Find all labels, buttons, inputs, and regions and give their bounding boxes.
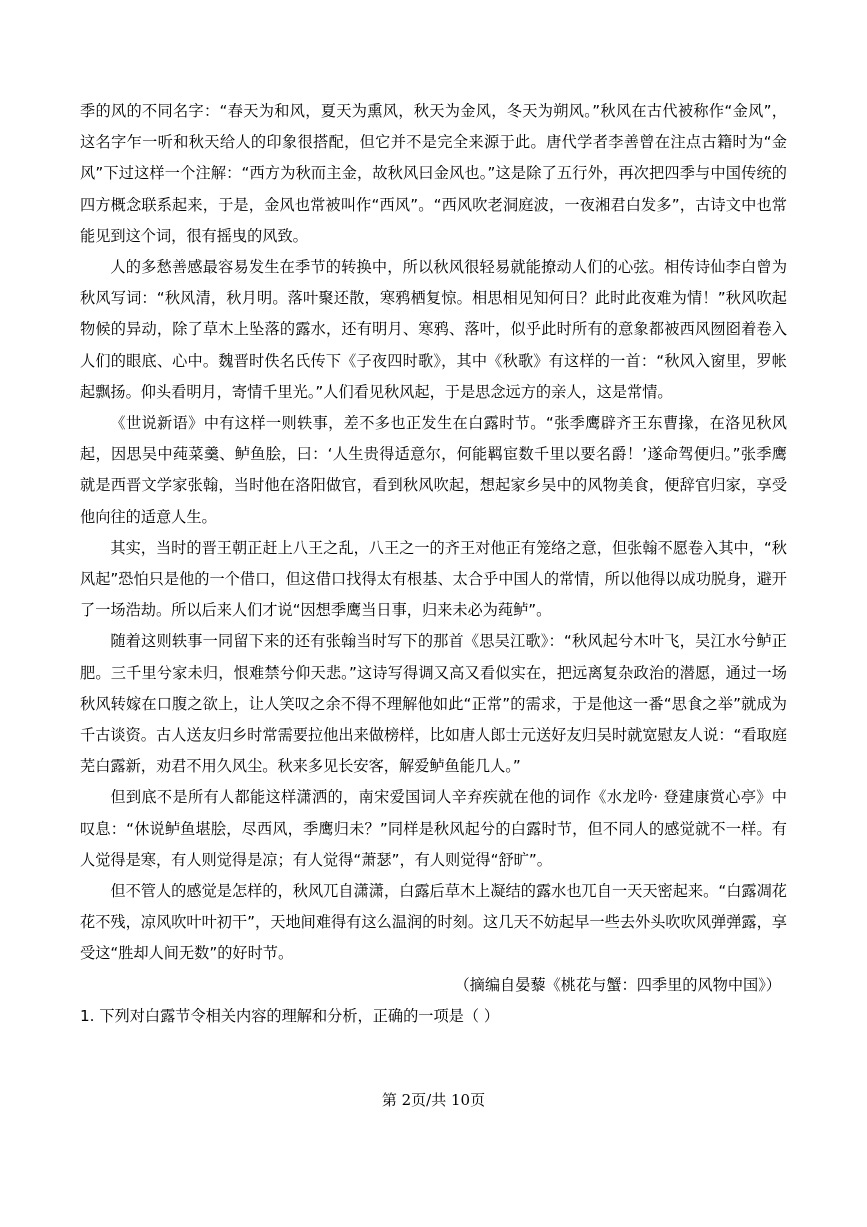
paragraph-3: 《世说新语》中有这样一则轶事，差不多也正发生在白露时节。“张季鹰辟齐王东曹掾，在洛见秋风起，因思吴中莼菜羹、鲈鱼脍，曰：‘人生贵得适意尔，何能羁宦数千里以要名爵！’遂命驾便归。”张季鹰就是西晋文学家张翰，当时他在洛阳做官，看到秋风吹起，想起家乡吴中的风物美食，便辞官归家，享受他向往的适意人生。 xyxy=(80,414,787,526)
paragraph-6: 但到底不是所有人都能这样潇洒的，南宋爱国词人辛弃疾就在他的词作《水龙吟· 登建康赏心亭》中叹息：“休说鲈鱼堪脍，尽西风，季鹰归未？”同样是秋风起兮的白露时节，但不同人的感觉就不一样。有人觉得是寒，有人则觉得是凉；有人觉得“萧瑟”，有人则觉得“舒旷”。 xyxy=(80,788,787,869)
paragraph-5: 随着这则轶事一同留下来的还有张翰当时写下的那首《思吴江歌》：“秋风起兮木叶飞，吴江水兮鲈正肥。三千里兮家未归，恨难禁兮仰天悲。”这诗写得调又高又看似实在，把远离复杂政治的潜愿，通过一场秋风转嫁在口腹之欲上，让人笑叹之余不得不理解他如此“正常”的需求，于是他这一番“思食之举”就成为千古谈资。古人送友归乡时常需要拉他出来做榜样，比如唐人郎士元送好友归吴时就宽慰友人说：“看取庭芜白露新，劝君不用久风尘。秋来多见长安客，解爱鲈鱼能几人。” xyxy=(80,632,787,776)
page-number: 第 2页/共 10页 xyxy=(381,1091,486,1109)
question-1: 1. 下列对白露节令相关内容的理解和分析，正确的一项是（ ） xyxy=(80,1006,500,1025)
paragraph-4: 其实，当时的晋王朝正赶上八王之乱，八王之一的齐王对他正有笼络之意，但张翰不愿卷入其中，“秋风起”恐怕只是他的一个借口，但这借口找得太有根基、太合乎中国人的常情，所以他得以成功脱身，避开了一场浩劫。所以后来人们才说“因想季鹰当日事，归来未必为莼鲈”。 xyxy=(80,538,787,620)
article-body xyxy=(80,96,787,1032)
paragraph-2: 人的多愁善感最容易发生在季节的转换中，所以秋风很轻易就能撩动人们的心弦。相传诗仙李白曾为秋风写词：“秋风清，秋月明。落叶聚还散，寒鸦栖复惊。相思相见知何日？此时此夜难为情！”秋风吹起物候的异动，除了草木上坠落的露水，还有明月、寒鸦、落叶，似乎此时所有的意象都被西风囫囵着卷入人们的眼底、心中。魏晋时佚名氏传下《子夜四时歌》，其中《秋歌》有这样的一首：“秋风入窗里，罗帐起飘扬。仰头看明月，寄情千里光。”人们看见秋风起，于是思念远方的亲人，这是常情。 xyxy=(80,258,787,401)
paragraph-1: 季的风的不同名字：“春天为和风，夏天为熏风，秋天为金风，冬天为朔风。”秋风在古代被称作“金风”，这名字乍一听和秋天给人的印象很搭配，但它并不是完全来源于此。唐代学者李善曾在注点古籍时为“金风”下过这样一个注解：“西方为秋而主金，故秋风曰金风也。”这是除了五行外，再次把四季与中国传统的四方概念联系起来，于是，金风也常被叫作“西风”。“西风吹老洞庭波，一夜湘君白发多”，古诗文中也常能见到这个词，很有摇曳的风致。 xyxy=(80,102,787,245)
article-source: （摘编自晏藜《桃花与蟹：四季里的风物中国》） xyxy=(454,975,781,994)
paragraph-7: 但不管人的感觉是怎样的，秋风兀自潇潇，白露后草木上凝结的露水也兀自一天天密起来。“白露凋花花不残，凉风吹叶叶初干”，天地间难得有这么温润的时刻。这几天不妨起早一些去外头吹吹风弹弹露，享受这“胜却人间无数”的好时节。 xyxy=(80,882,787,963)
